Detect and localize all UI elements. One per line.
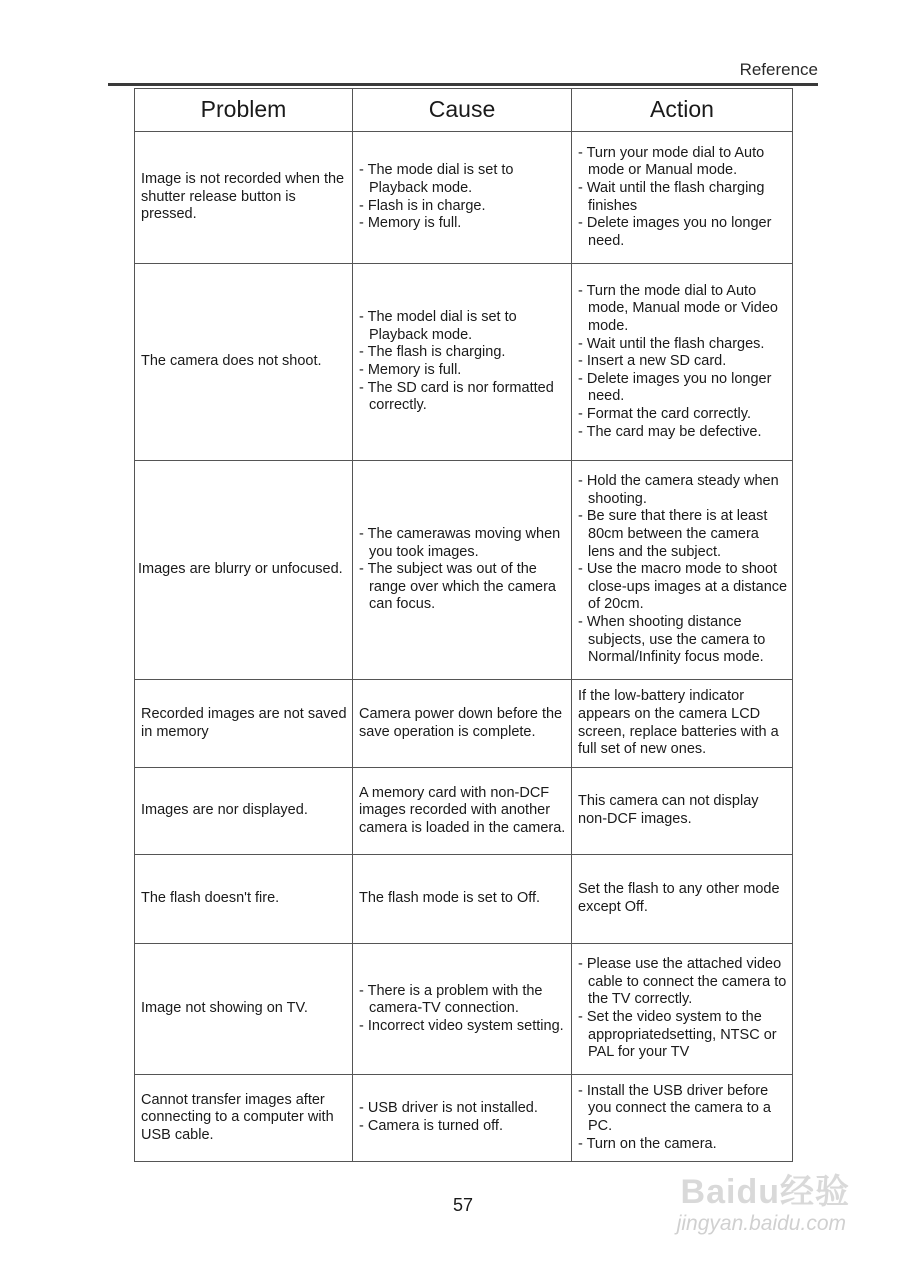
table-row — [135, 461, 793, 680]
cause-item: - The SD card is nor formatted correctly. — [359, 379, 554, 414]
problem-cell: Images are blurry or unfocused. — [135, 461, 353, 680]
cause-item: - There is a problem with the camera-TV connection. — [359, 982, 543, 1017]
problem-cell: Image is not recorded when the shutter release button is pressed. — [135, 132, 353, 264]
problem-cell: Cannot transfer images after connecting to a computer with USB cable. — [135, 1075, 353, 1162]
action-cell — [572, 132, 793, 264]
header-action: Action — [572, 89, 793, 132]
cause-cell: Camera power down before the save operation is complete. — [353, 680, 572, 768]
action-item: - Use the macro mode to shoot close-ups images at a distance of 20cm. — [578, 561, 788, 613]
action-cell — [572, 461, 793, 680]
problem-cell: The flash doesn't fire. — [135, 855, 353, 944]
cause-cell — [353, 132, 572, 264]
table-row — [135, 944, 793, 1075]
cause-item: - The flash is charging. — [359, 344, 506, 361]
table-row — [135, 1075, 793, 1162]
cause-cell — [353, 461, 572, 680]
action-item: - Be sure that there is at least 80cm between the camera lens and the subject. — [578, 508, 768, 560]
troubleshooting-table — [134, 88, 793, 1162]
action-item: - Delete images you no longer need. — [578, 370, 772, 405]
action-cell: This camera can not display non-DCF images. — [572, 768, 793, 855]
action-item: - Install the USB driver before you connect the camera to a PC. — [578, 1082, 771, 1134]
page-number: 57 — [452, 1195, 474, 1215]
action-item: - Wait until the flash charges. — [578, 335, 765, 352]
header-problem: Problem — [135, 89, 353, 132]
action-item: - Turn your mode dial to Auto mode or Manual mode. — [578, 144, 765, 179]
action-item: - Hold the camera steady when shooting. — [578, 473, 779, 507]
cause-item: - Memory is full. — [359, 362, 462, 378]
cause-item: - The model dial is set to Playback mode. — [359, 309, 517, 343]
action-item: - Wait until the flash charging finishes — [578, 179, 765, 214]
action-cell — [572, 264, 793, 461]
table-header-row — [135, 89, 793, 132]
cause-item: - The mode dial is set to Playback mode. — [359, 162, 514, 196]
cause-item: - Incorrect video system setting. — [359, 1017, 564, 1034]
table-row — [135, 855, 793, 944]
action-cell — [572, 944, 793, 1075]
action-item: - Turn on the camera. — [578, 1135, 717, 1152]
action-item: - Insert a new SD card. — [578, 353, 727, 370]
watermark-url: jingyan.baidu.com — [676, 1212, 846, 1235]
problem-cell: The camera does not shoot. — [135, 264, 353, 461]
cause-item: - Camera is turned off. — [359, 1118, 503, 1134]
header-cause: Cause — [353, 89, 572, 132]
header-rule — [108, 83, 818, 86]
cause-cell: The flash mode is set to Off. — [353, 855, 572, 944]
action-item: - Turn the mode dial to Auto mode, Manual mode or Video mode. — [578, 282, 778, 335]
action-item: - The card may be defective. — [578, 423, 762, 440]
action-item: - Format the card correctly. — [578, 405, 751, 422]
problem-cell: Images are nor displayed. — [135, 768, 353, 855]
table-row — [135, 680, 793, 768]
action-item: - When shooting distance subjects, use the camera to Normal/Infinity focus mode. — [578, 613, 766, 666]
table-row — [135, 768, 793, 855]
baidu-watermark — [650, 1150, 850, 1250]
action-cell — [572, 1075, 793, 1162]
table-row — [135, 264, 793, 461]
section-label: Reference — [739, 60, 818, 79]
cause-item: - Flash is in charge. — [359, 197, 486, 214]
action-item: - Set the video system to the appropriatedsetting, NTSC or PAL for your TV — [578, 1009, 777, 1061]
cause-cell — [353, 264, 572, 461]
cause-item: - The subject was out of the range over which the camera can focus. — [359, 561, 556, 613]
cause-cell: A memory card with non-DCF images recorded with another camera is loaded in the camera. — [353, 768, 572, 855]
cause-cell — [353, 944, 572, 1075]
watermark-logo: Baidu经验 — [680, 1173, 850, 1211]
action-cell: If the low-battery indicator appears on the camera LCD screen, replace batteries with a full set of new ones. — [572, 680, 793, 768]
action-item: - Please use the attached video cable to connect the camera to the TV correctly. — [578, 956, 787, 1008]
cause-cell — [353, 1075, 572, 1162]
table-row — [135, 132, 793, 264]
problem-cell: Recorded images are not saved in memory — [135, 680, 353, 768]
cause-item: - The camerawas moving when you took images. — [359, 526, 561, 560]
action-item: - Delete images you no longer need. — [578, 215, 772, 249]
problem-cell: Image not showing on TV. — [135, 944, 353, 1075]
action-cell: Set the flash to any other mode except Off. — [572, 855, 793, 944]
cause-item: - Memory is full. — [359, 215, 462, 232]
cause-item: - USB driver is not installed. — [359, 1100, 538, 1117]
